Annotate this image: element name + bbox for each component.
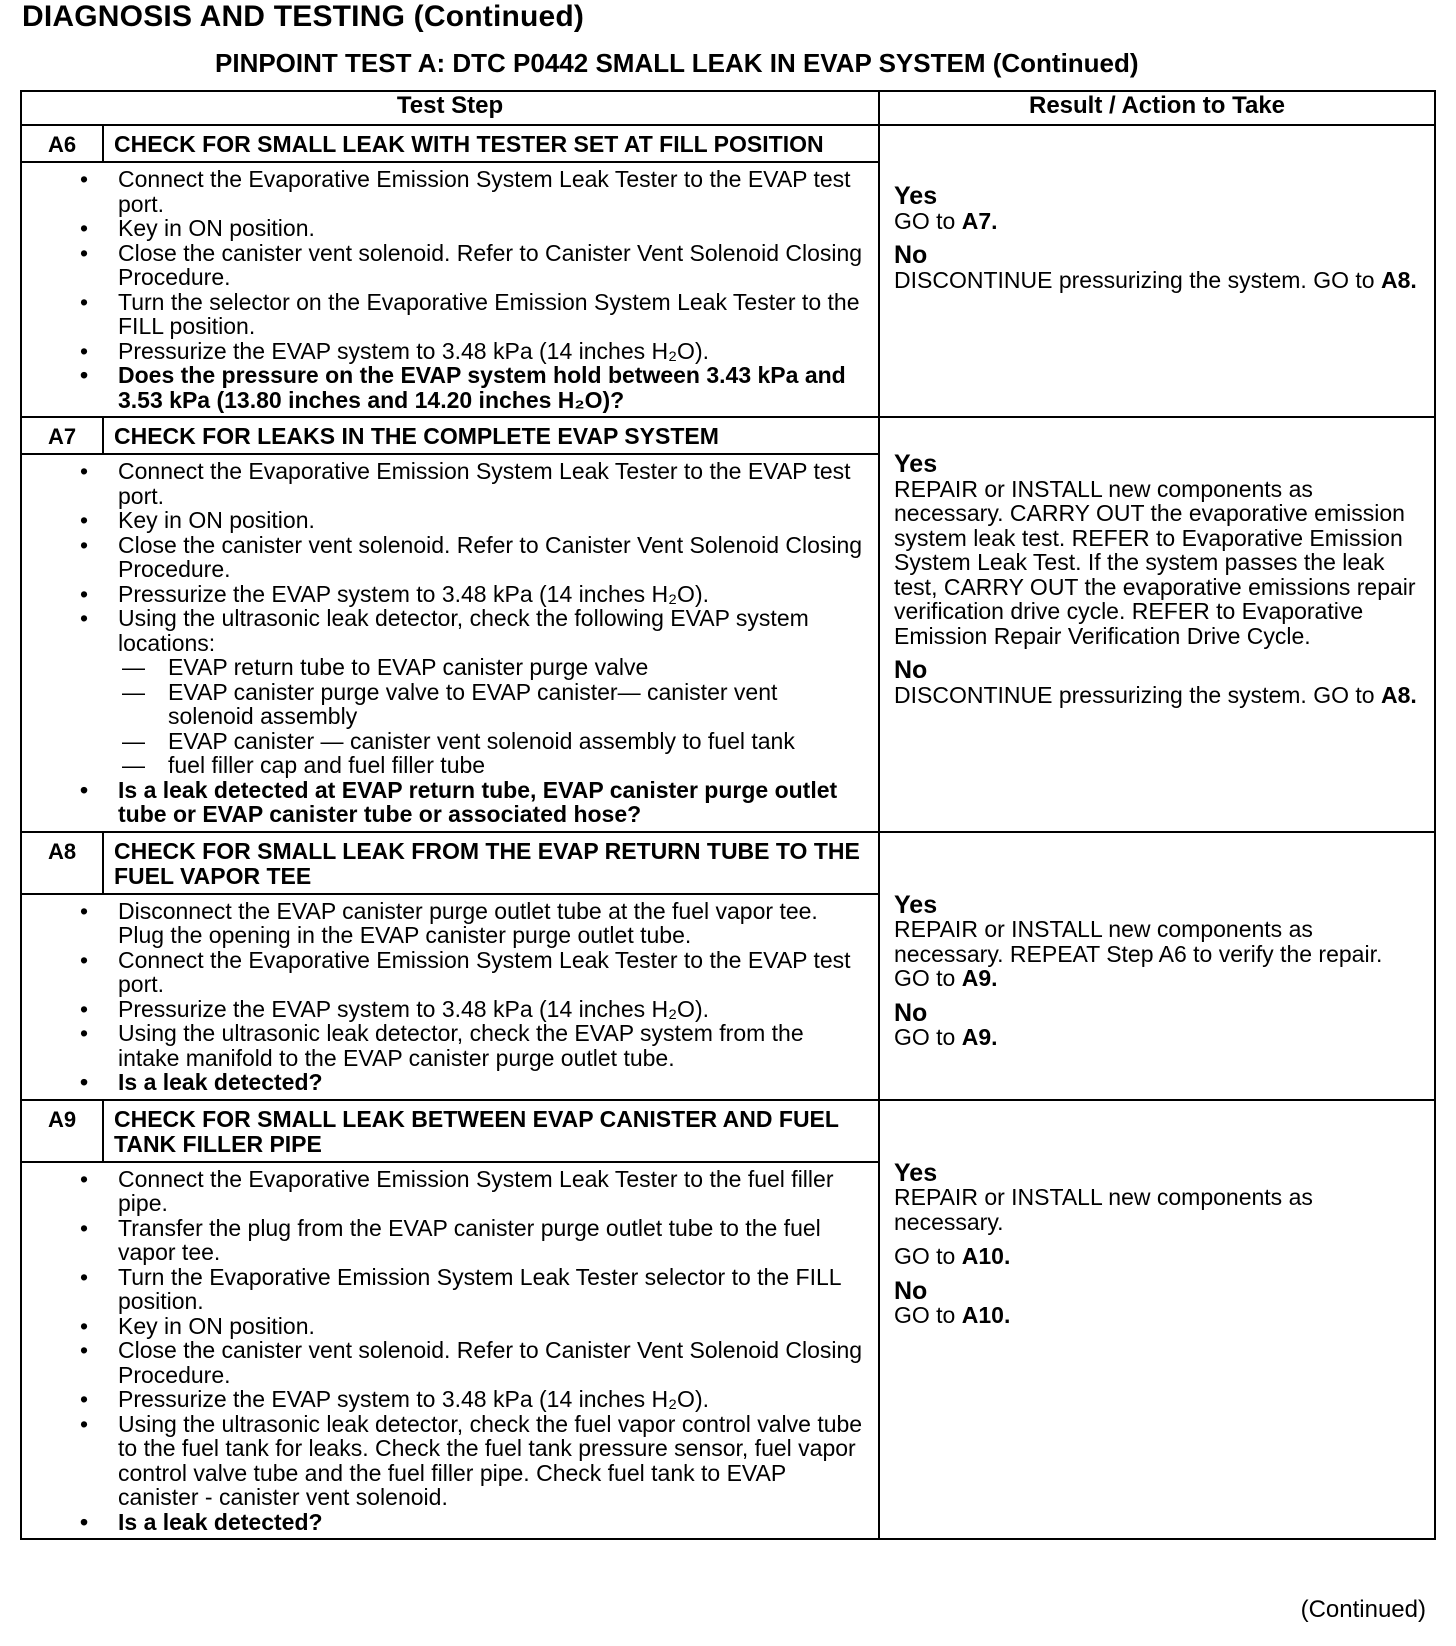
step-result <box>879 1100 1435 1540</box>
result-yes-label: Yes <box>894 1158 938 1187</box>
step-link[interactable]: A9. <box>961 965 998 991</box>
result-yes-text: REPAIR or INSTALL new components as necessary. CARRY OUT the evaporative emission system leak test. REFER to Evaporative Emission System Leak Test. If the system passes the leak test, CARRY OUT the evaporative emissions repair verification drive cycle. REFER to Evaporative Emission Repair Verification Drive Cycle. <box>894 475 1416 649</box>
list-item: • Disconnect the EVAP canister purge outlet tube at the fuel vapor tee. Plug the opening in the EVAP canister purge outlet tube. <box>118 899 868 948</box>
step-title-row <box>21 125 1435 162</box>
step-link[interactable]: A8. <box>1380 681 1417 708</box>
list-item: • Close the canister vent solenoid. Refer to Canister Vent Solenoid Closing Procedure. <box>118 1338 868 1387</box>
result-no-label: No <box>894 998 928 1027</box>
step-title: CHECK FOR SMALL LEAK FROM THE EVAP RETURN TUBE TO THE FUEL VAPOR TEE <box>103 832 879 894</box>
result-no-label: No <box>894 241 928 269</box>
result-no-text: GO to A10. <box>894 1302 1011 1328</box>
step-body <box>21 454 879 832</box>
step-body <box>21 894 879 1100</box>
result-no-label: No <box>894 656 928 684</box>
continued-note: (Continued) <box>1300 1596 1426 1623</box>
step-title-row <box>21 417 1435 454</box>
step-link[interactable]: A10. <box>961 1302 1011 1328</box>
col-header-test-step: Test Step <box>21 91 879 125</box>
step-link[interactable]: A10. <box>961 1243 1011 1269</box>
list-item: • Using the ultrasonic leak detector, check the EVAP system from the intake manifold to the EVAP canister purge outlet tube. <box>118 1021 868 1070</box>
result-no-label: No <box>894 1276 928 1305</box>
sub-list-item: — EVAP canister — canister vent solenoid assembly to fuel tank <box>168 729 868 754</box>
result-yes-label: Yes <box>894 182 938 210</box>
step-result <box>879 832 1435 1100</box>
list-item: • Connect the Evaporative Emission System Leak Tester to the EVAP test port. <box>118 948 868 997</box>
result-yes-label: Yes <box>894 890 938 919</box>
result-no-text: DISCONTINUE pressurizing the system. GO to A8. <box>894 681 1417 708</box>
step-result <box>879 125 1435 417</box>
step-title-row <box>21 1100 1435 1162</box>
list-item: • Connect the Evaporative Emission System Leak Tester to the EVAP test port. <box>118 167 868 216</box>
step-id: A9 <box>21 1100 103 1162</box>
list-item: • Close the canister vent solenoid. Refer to Canister Vent Solenoid Closing Procedure. <box>118 533 868 582</box>
list-item: • Pressurize the EVAP system to 3.48 kPa (14 inches H₂O). <box>118 1387 868 1412</box>
list-item: • Pressurize the EVAP system to 3.48 kPa (14 inches H₂O). <box>118 582 868 607</box>
list-item: • Turn the Evaporative Emission System Leak Tester selector to the FILL position. <box>118 1265 868 1314</box>
step-link[interactable]: A9. <box>961 1024 998 1050</box>
result-yes-text: REPAIR or INSTALL new components as necessary. <box>894 1184 1313 1235</box>
result-no-text: DISCONTINUE pressurizing the system. GO to A8. <box>894 266 1417 293</box>
step-id: A7 <box>21 417 103 454</box>
step-bullets <box>22 459 868 827</box>
list-item: • Pressurize the EVAP system to 3.48 kPa (14 inches H₂O). <box>118 339 868 364</box>
step-title: CHECK FOR SMALL LEAK WITH TESTER SET AT FILL POSITION <box>103 125 879 162</box>
result-no-text: GO to A9. <box>894 1024 998 1050</box>
step-bullets <box>22 1167 868 1535</box>
list-item: • Key in ON position. <box>118 508 868 533</box>
step-title-row <box>21 832 1435 894</box>
sub-list-item: — EVAP return tube to EVAP canister purge valve <box>168 655 868 680</box>
step-question: • Is a leak detected? <box>118 1510 868 1535</box>
col-header-result: Result / Action to Take <box>879 91 1435 125</box>
step-question: • Is a leak detected? <box>118 1070 868 1095</box>
pinpoint-test-title: PINPOINT TEST A: DTC P0442 SMALL LEAK IN EVAP SYSTEM (Continued) <box>215 48 1139 78</box>
step-title: CHECK FOR LEAKS IN THE COMPLETE EVAP SYSTEM <box>103 417 879 454</box>
result-yes-goto: GO to A10. <box>894 1243 1011 1269</box>
table-header-row <box>21 91 1435 125</box>
list-item: • Key in ON position. <box>118 216 868 241</box>
step-question: • Is a leak detected at EVAP return tube, EVAP canister purge outlet tube or EVAP canister tube or associated hose? <box>118 778 868 827</box>
step-body <box>21 1162 879 1540</box>
step-id: A6 <box>21 125 103 162</box>
sub-list-item: — EVAP canister purge valve to EVAP canister— canister vent solenoid assembly <box>168 680 868 729</box>
list-item: • Connect the Evaporative Emission System Leak Tester to the EVAP test port. <box>118 459 868 508</box>
step-link[interactable]: A8. <box>1380 266 1417 293</box>
pinpoint-test-table <box>20 90 1436 1540</box>
list-item: • Turn the selector on the Evaporative Emission System Leak Tester to the FILL position. <box>118 290 868 339</box>
step-id: A8 <box>21 832 103 894</box>
result-yes-text: REPAIR or INSTALL new components as necessary. REPEAT Step A6 to verify the repair. GO to A9. <box>894 916 1383 991</box>
step-bullets <box>22 899 868 1095</box>
step-result <box>879 417 1435 832</box>
list-item: • Transfer the plug from the EVAP canister purge outlet tube to the fuel vapor tee. <box>118 1216 868 1265</box>
list-item: • Using the ultrasonic leak detector, check the fuel vapor control valve tube to the fuel tank for leaks. Check the fuel tank pressure sensor, fuel vapor control valve tube and the fuel filler pipe. Check fuel tank to EVAP canister - canister vent solenoid. <box>118 1412 868 1510</box>
list-item: • Connect the Evaporative Emission System Leak Tester to the fuel filler pipe. <box>118 1167 868 1216</box>
list-item: • Pressurize the EVAP system to 3.48 kPa (14 inches H₂O). <box>118 997 868 1022</box>
step-question: • Does the pressure on the EVAP system hold between 3.43 kPa and 3.53 kPa (13.80 inches and 14.20 inches H₂O)? <box>118 363 868 412</box>
step-link[interactable]: A7. <box>961 207 998 234</box>
step-body <box>21 162 879 417</box>
list-item: • Using the ultrasonic leak detector, check the following EVAP system locations: — EVAP return tube to EVAP canister purge valve — EVAP canister purge valve to EVAP canister— canister vent solenoid assembly — EVAP canister — canister vent solenoid assembly to fuel tank — fuel filler cap and fuel filler tube <box>118 606 868 778</box>
result-yes-text: GO to A7. <box>894 207 998 234</box>
sub-list-item: — fuel filler cap and fuel filler tube <box>168 753 868 778</box>
list-item: • Close the canister vent solenoid. Refer to Canister Vent Solenoid Closing Procedure. <box>118 241 868 290</box>
result-yes-label: Yes <box>894 450 938 478</box>
step-bullets <box>22 167 868 412</box>
location-sublist <box>118 655 868 778</box>
page-title: DIAGNOSIS AND TESTING (Continued) <box>22 0 585 33</box>
step-title: CHECK FOR SMALL LEAK BETWEEN EVAP CANISTER AND FUEL TANK FILLER PIPE <box>103 1100 879 1162</box>
list-item: • Key in ON position. <box>118 1314 868 1339</box>
